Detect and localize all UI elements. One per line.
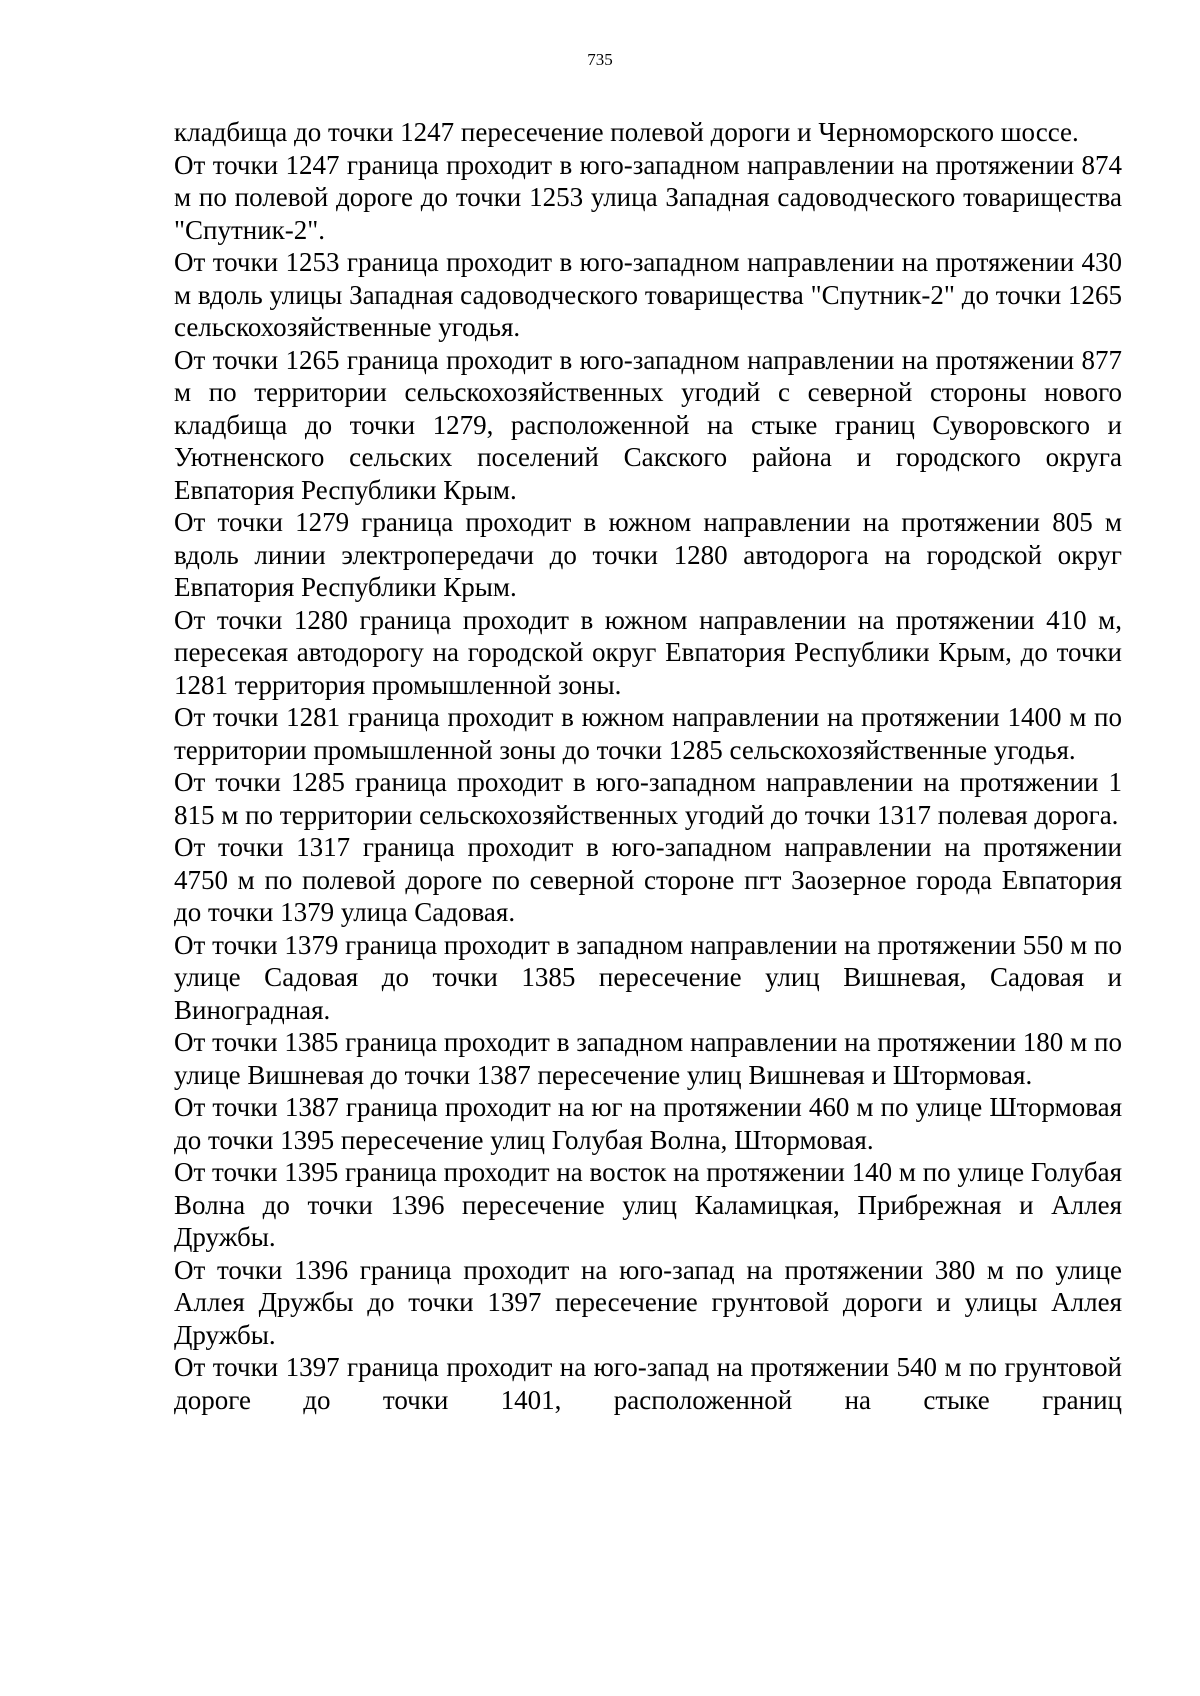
paragraph: От точки 1387 граница проходит на юг на протяжении 460 м по улице Штормовая до точки 1395 пересечение улиц Голубая Волна, Штормовая. xyxy=(174,1092,1122,1155)
paragraph: От точки 1395 граница проходит на восток на протяжении 140 м по улице Голубая Волна до точки 1396 пересечение улиц Каламицкая, Прибрежная и Аллея Дружбы. xyxy=(174,1157,1122,1252)
paragraph-last: От точки 1397 граница проходит на юго-запад на протяжении 540 м по грунтовой дороге до точки 1401, расположенной на стыке границ xyxy=(174,1352,1122,1415)
paragraph: От точки 1280 граница проходит в южном направлении на протяжении 410 м, пересекая автодорогу на городской округ Евпатория Республики Крым, до точки 1281 территория промышленной зоны. xyxy=(174,604,1122,700)
paragraph-continuation: кладбища до точки 1247 пересечение полевой дороги и Черноморского шоссе. xyxy=(174,117,1079,147)
paragraph: От точки 1317 граница проходит в юго-западном направлении на протяжении 4750 м по полевой дороге по северной стороне пгт Заозерное города Евпатория до точки 1379 улица Садовая. xyxy=(174,832,1122,927)
paragraph: От точки 1279 граница проходит в южном направлении на протяжении 805 м вдоль линии электропередачи до точки 1280 автодорога на городской округ Евпатория Республики Крым. xyxy=(174,507,1122,602)
page-number: 735 xyxy=(587,50,613,69)
document-body xyxy=(174,116,1122,1416)
paragraph: От точки 1396 граница проходит на юго-запад на протяжении 380 м по улице Аллея Дружбы до точки 1397 пересечение грунтовой дороги и улицы Аллея Дружбы. xyxy=(174,1254,1122,1350)
paragraph: От точки 1285 граница проходит в юго-западном направлении на протяжении 1 815 м по территории сельскохозяйственных угодий до точки 1317 полевая дорога. xyxy=(174,767,1122,830)
paragraph: От точки 1265 граница проходит в юго-западном направлении на протяжении 877 м по территории сельскохозяйственных угодий с северной стороны нового кладбища до точки 1279, расположенной на стыке границ Суворовского и Уютненского сельских поселений Сакского района и городского округа Евпатория Республики Крым. xyxy=(174,344,1122,505)
paragraph: От точки 1253 граница проходит в юго-западном направлении на протяжении 430 м вдоль улицы Западная садоводческого товарищества "Спутник-2" до точки 1265 сельскохозяйственные угодья. xyxy=(174,247,1122,342)
paragraph: От точки 1247 граница проходит в юго-западном направлении на протяжении 874 м по полевой дороге до точки 1253 улица Западная садоводческого товарищества "Спутник-2". xyxy=(174,149,1122,245)
paragraph: От точки 1385 граница проходит в западном направлении на протяжении 180 м по улице Вишневая до точки 1387 пересечение улиц Вишневая и Штормовая. xyxy=(174,1027,1122,1090)
paragraph: От точки 1281 граница проходит в южном направлении на протяжении 1400 м по территории промышленной зоны до точки 1285 сельскохозяйственные угодья. xyxy=(174,702,1122,765)
paragraph: От точки 1379 граница проходит в западном направлении на протяжении 550 м по улице Садовая до точки 1385 пересечение улиц Вишневая, Садовая и Виноградная. xyxy=(174,929,1122,1025)
